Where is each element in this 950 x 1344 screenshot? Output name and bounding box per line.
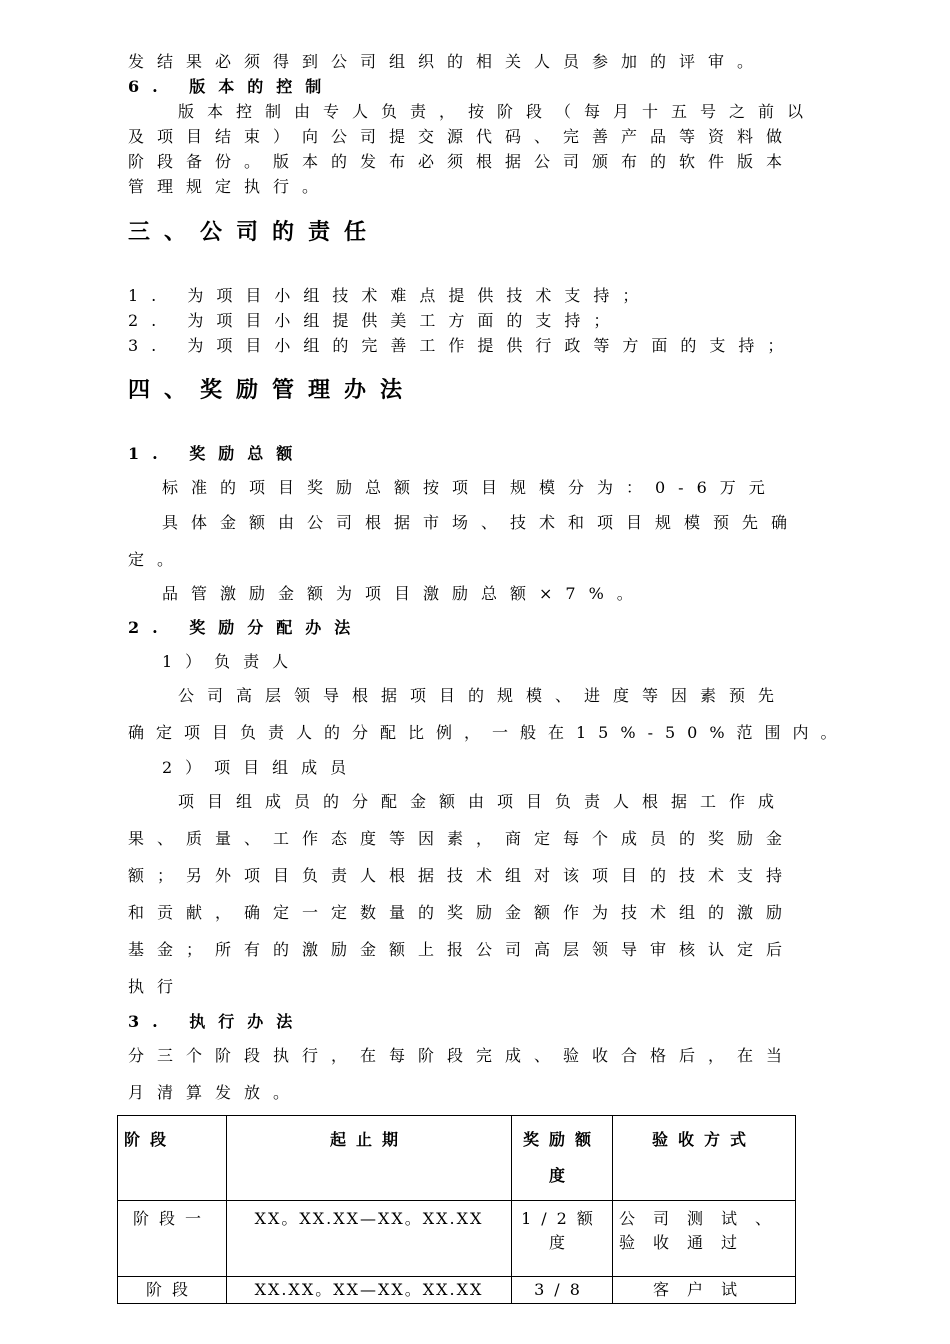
header-cell-acceptance: 验收方式 <box>613 1116 796 1201</box>
table-cell: 公司测试、验收通过 <box>613 1201 796 1277</box>
section-heading: 1. 奖励总额 <box>128 444 306 463</box>
text-line: 阶段备份。版本的发布必须根据公司颁布的软件版本 <box>128 152 796 171</box>
text-line: 月清算发放。 <box>128 1083 303 1102</box>
table-cell: 1/2额度 <box>512 1201 613 1277</box>
table-header-row <box>118 1116 796 1201</box>
chapter-heading: 三、公司的责任 <box>128 219 381 245</box>
text-line: 基金；所有的激励金额上报公司高层领导审核认定后 <box>128 940 796 959</box>
header-cell-reward: 奖励额度 <box>512 1116 613 1201</box>
section-heading: 6. 版本的控制 <box>128 77 335 96</box>
text-line: 项目组成员的分配金额由项目负责人根据工作成 <box>178 792 788 811</box>
list-item: 3. 为项目小组的完善工作提供行政等方面的支持； <box>128 336 797 355</box>
text-line: 品管激励金额为项目激励总额×7%。 <box>162 584 646 603</box>
text-line: 具体金额由公司根据市场、技术和项目规模预先确 <box>162 513 801 532</box>
chapter-heading: 四、奖励管理办法 <box>128 377 417 403</box>
table-row <box>118 1277 796 1304</box>
text-line: 和贡献，确定一定数量的奖励金额作为技术组的激励 <box>128 903 796 922</box>
table-cell: 3/8 <box>512 1277 613 1304</box>
table-cell: 客户试 <box>613 1277 796 1304</box>
text-line: 果、质量、工作态度等因素，商定每个成员的奖励金 <box>128 829 796 848</box>
text-line: 发结果必须得到公司组织的相关人员参加的评审。 <box>128 52 767 71</box>
table-cell: 阶段 <box>118 1277 227 1304</box>
list-item: 1. 为项目小组技术难点提供技术支持； <box>128 286 652 305</box>
text-line: 管理规定执行。 <box>128 177 332 196</box>
text-line: 分三个阶段执行，在每阶段完成、验收合格后，在当 <box>128 1046 796 1065</box>
table-cell: XX.XX。XX—XX。XX.XX <box>227 1277 512 1304</box>
subsection-heading: 2）项目组成员 <box>162 758 360 777</box>
section-heading: 2. 奖励分配办法 <box>128 618 364 637</box>
header-cell-period: 起止期 <box>227 1116 512 1201</box>
table-row <box>118 1201 796 1277</box>
text-line: 标准的项目奖励总额按项目规模分为：0-6万元 <box>162 478 778 497</box>
list-item: 2. 为项目小组提供美工方面的支持； <box>128 311 623 330</box>
text-line: 执行 <box>128 977 187 996</box>
text-line: 额；另外项目负责人根据技术组对该项目的技术支持 <box>128 866 796 885</box>
text-line: 公司高层领导根据项目的规模、进度等因素预先 <box>178 686 788 705</box>
text-line: 及项目结束）向公司提交源代码、完善产品等资料做 <box>128 127 796 146</box>
text-line: 确定项目负责人的分配比例，一般在15%-50%范围内。 <box>128 723 849 742</box>
section-heading: 3. 执行办法 <box>128 1012 306 1031</box>
table-cell: XX。XX.XX—XX。XX.XX <box>227 1201 512 1277</box>
table-cell: 阶段一 <box>118 1201 227 1277</box>
subsection-heading: 1）负责人 <box>162 652 302 671</box>
reward-schedule-table <box>117 1115 796 1304</box>
text-line: 版本控制由专人负责，按阶段（每月十五号之前以 <box>178 102 817 121</box>
header-cell-stage: 阶段 <box>118 1116 227 1201</box>
text-line: 定。 <box>128 550 187 569</box>
